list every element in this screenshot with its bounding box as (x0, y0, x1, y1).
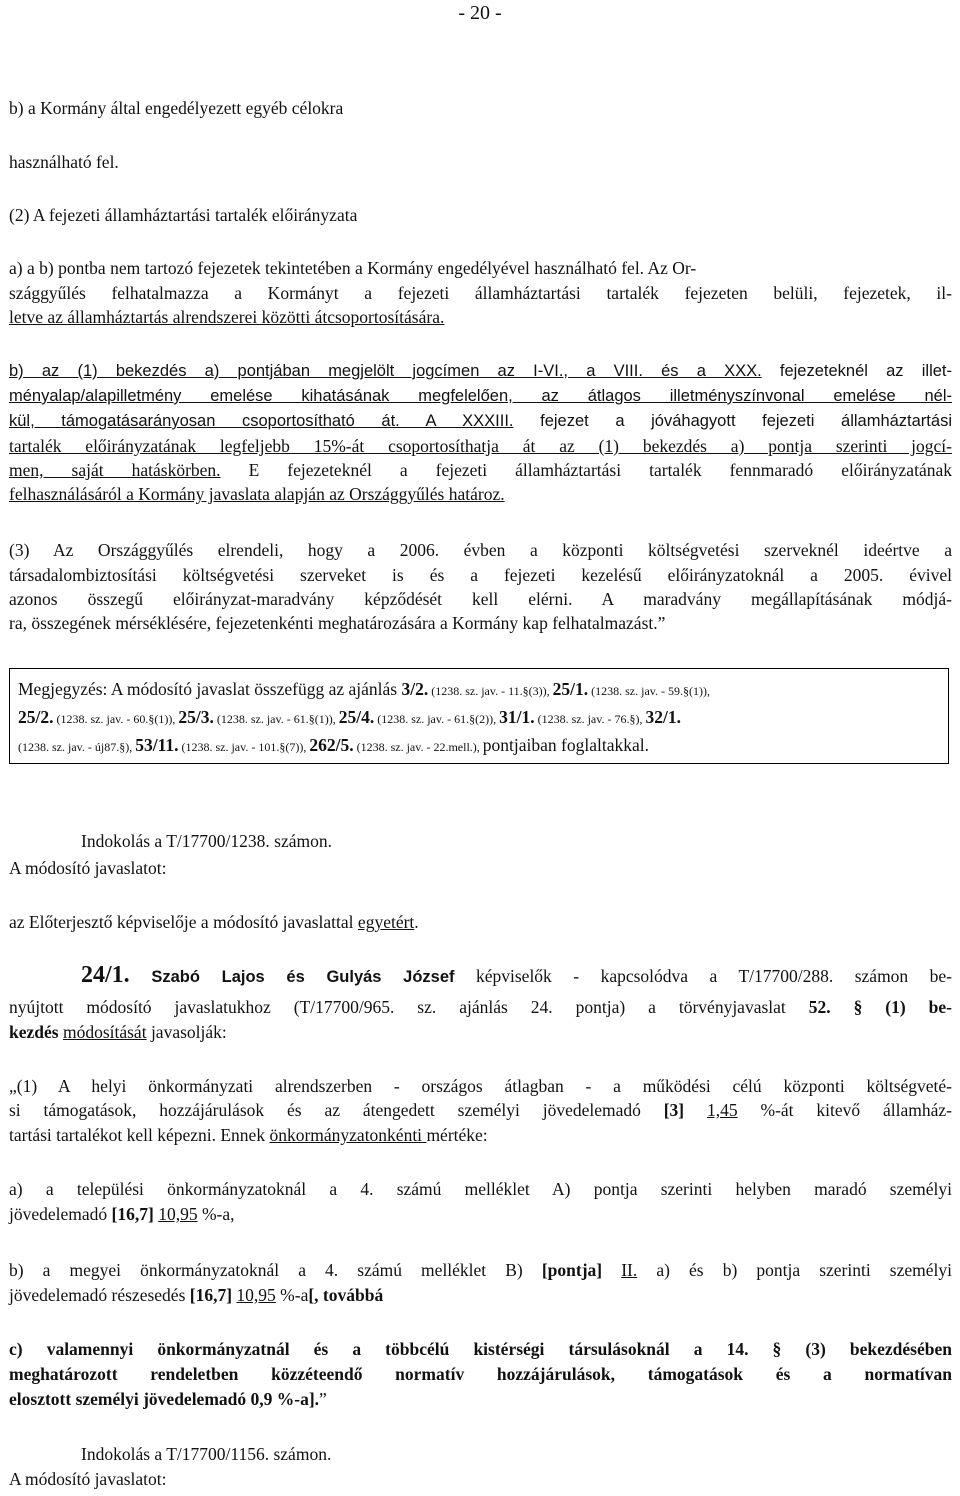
justification-line: Indokolás a T/17700/1238. számon. (81, 831, 332, 851)
text-line: b) a Kormány által engedélyezett egyéb célokra (9, 98, 344, 118)
text-line: a) a települési önkormányzatoknál a 4. számú melléklet A) pontja szerinti helyben maradó személyi (9, 1179, 952, 1199)
text-line: tartalék előirányzatának legfeljebb 15%-át csoportosíthatja át az (1) bekezdés a) pontja szerinti jogcí- (9, 436, 952, 456)
text-line: azonos összegű előirányzat-maradvány képződését kell elérni. A maradvány megállapításának módjá- (9, 589, 952, 609)
text-line: az Előterjesztő képviselője a módosító javaslattal egyetért. (9, 912, 419, 932)
text-line: tartási tartalékot kell képezni. Ennek önkormányzatonkénti mértéke: (9, 1125, 488, 1145)
text-line: jövedelemadó részesedés [16,7] 10,95 %-a[, továbbá (9, 1285, 384, 1305)
text-line: a) a b) pontba nem tartozó fejezetek tekintetében a Kormány engedélyével használható fel. Az Or- (9, 258, 697, 278)
text-line: használható fel. (9, 152, 119, 172)
note-line: 25/2. (1238. sz. jav. - 60.§(1)), 25/3. (1238. sz. jav. - 61.§(1)), 25/4. (1238. sz. jav. - 61.§(2)), 31/1. (1238. sz. jav. - 76.§), 32/1. (18, 707, 681, 727)
text-line: A módosító javaslatot: (9, 1469, 167, 1489)
text-line: ra, összegének mérséklésére, fejezetenkénti meghatározására a Kormány kap felhatalmazást.” (9, 613, 666, 633)
text-line: kül, támogatásarányosan csoportosítható át. A XXXIII. fejezet a jóváhagyott fejezeti államháztartási (9, 412, 952, 430)
text-line: b) a megyei önkormányzatoknál a 4. számú melléklet B) [pontja] II. a) és b) pontja szerinti személyi (9, 1260, 952, 1280)
text-line: meghatározott rendeletben közzéteendő normatív hozzájárulások, támogatások és a normatívan (9, 1364, 952, 1384)
text-line: jövedelemadó [16,7] 10,95 %-a, (9, 1204, 235, 1224)
note-line: Megjegyzés: A módosító javaslat összefügg az ajánlás 3/2. (1238. sz. jav. - 11.§(3)), 25/1. (1238. sz. jav. - 59.§(1)), (18, 679, 710, 699)
text-line: si támogatások, hozzájárulások és az átengedett személyi jövedelemadó [3] 1,45 %-át kitevő államház- (9, 1100, 952, 1120)
text-line: b) az (1) bekezdés a) pontjában megjelölt jogcímen az I-VI., a VIII. és a XXX. fejezeteknél az illet- (9, 362, 952, 380)
note-line: (1238. sz. jav. - új87.§), 53/11. (1238. sz. jav. - 101.§(7)), 262/5. (1238. sz. jav. - 22.mell.), pontjaiban foglaltakkal. (18, 735, 649, 755)
text-line: (3) Az Országgyűlés elrendeli, hogy a 2006. évben a központi költségvetési szerveknél ideértve a (9, 540, 952, 560)
text-line: szággyűlés felhatalmazza a Kormányt a fejezeti államháztartási tartalék fejezeten belüli, fejezetek, il- (9, 283, 952, 303)
amendment-heading: 24/1. Szabó Lajos és Gulyás József képviselők - kapcsolódva a T/17700/288. számon be- (81, 962, 952, 988)
text-line: letve az államháztartás alrendszerei közötti átcsoportosítására. (9, 307, 445, 327)
text-line: A módosító javaslatot: (9, 858, 167, 878)
page-number: - 20 - (458, 2, 502, 24)
text-line: men, saját hatáskörben. E fejezeteknél a fejezeti államháztartási tartalék fennmaradó előirányzatának (9, 460, 952, 480)
note-box (9, 668, 949, 764)
text-line: (2) A fejezeti államháztartási tartalék előirányzata (9, 205, 358, 225)
text-line: elosztott személyi jövedelemadó 0,9 %-a].” (9, 1389, 327, 1409)
text-line: „(1) A helyi önkormányzati alrendszerben - országos átlagban - a működési célú központi költségveté- (9, 1076, 952, 1096)
text-line: c) valamennyi önkormányzatnál és a többcélú kistérségi társulásoknál a 14. § (3) bekezdésében (9, 1339, 952, 1359)
text-line: társadalombiztosítási költségvetési szerveket is és a fejezeti kezelésű előirányzatoknál a 2005. évivel (9, 565, 952, 585)
text-line: ményalap/alapilletmény emelése kihatásának megfelelően, az átlagos illetményszínvonal emelése nél- (9, 387, 952, 405)
justification-line: Indokolás a T/17700/1156. számon. (81, 1444, 332, 1464)
text-line: felhasználásáról a Kormány javaslata alapján az Országgyűlés határoz. (9, 484, 505, 504)
text-line: kezdés módosítását javasolják: (9, 1022, 227, 1042)
text-line: nyújtott módosító javaslatukhoz (T/17700/965. sz. ajánlás 24. pontja) a törvényjavaslat 52. § (1) be- (9, 997, 952, 1017)
